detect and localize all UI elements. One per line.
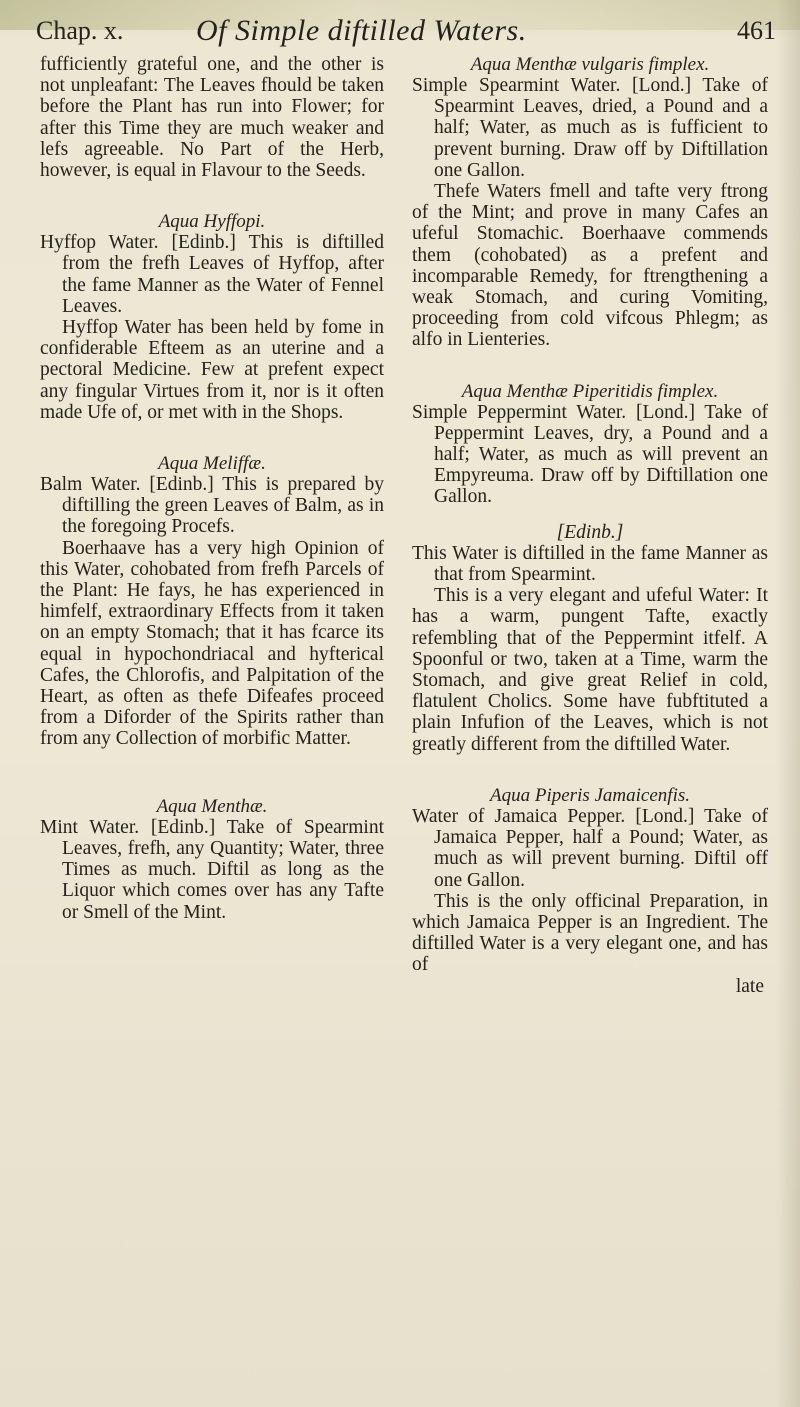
jamaica-pepper-heading: Aqua Piperis Jamaicenfis. [490,784,690,806]
peppermint-edinburgh-note: This Water is diftilled in the fame Manner as that from Spearmint. [412,542,768,586]
mint-recipe: Mint Water. [Edinb.] Take of Spearmint Leaves, frefh, any Quantity; Water, three Times as much. Diftil as long as the Liquor which comes over has any Tafte or Smell of the Mint. [40,816,384,923]
edinburgh-label: [Edinb.] [556,521,624,543]
jamaica-pepper-recipe: Water of Jamaica Pepper. [Lond.] Take of Jamaica Pepper, half a Pound; Water, as much as will prevent burning. Diftil off one Gallon. [412,805,768,891]
spearmint-heading: Aqua Menthæ vulgaris fimplex. [470,54,710,75]
balm-commentary: Boerhaave has a very high Opinion of this Water, cohobated from frefh Parcels of the Plant: He fays, he has experienced in himfelf, extraordinary Effects from it taken on an empty Stomach; that it has fcarce its equal in hypochondriacal and hyfterical Cafes, the Chlorofis, and Palpitation of the Heart, as often as thefe Difeafes proceed from a Diforder of the Spirits rather than from any Collection of morbific Matter. [40,537,384,750]
page-edge-shadow [776,0,800,1407]
running-header [36,12,776,52]
running-title: Of Simple diftilled Waters. [196,14,527,47]
spearmint-commentary: Thefe Waters fmell and tafte very ftrong of the Mint; and prove in many Cafes an ufeful Stomachic. Boerhaave commends them (cohobated) as a prefent and incomparable Remedy, for ftrengthening a weak Stomach, and curing Vomiting, proceeding from cold vifcous Phlegm; as alfo in Lienteries. [412,181,768,351]
catchword: late [735,975,764,997]
jamaica-pepper-commentary: This is the only officinal Preparation, in which Jamaica Pepper is an Ingredient. The diftilled Water is a very elegant one, and has of [412,890,768,976]
hyssop-commentary: Hyffop Water has been held by fome in confiderable Efteem as an uterine and a pectoral Medicine. Few at prefent expect any fingular Virtues from it, nor is it often made Ufe of, or met with in the Shops. [40,317,384,423]
hyssop-recipe: Hyffop Water. [Edinb.] This is diftilled from the frefh Leaves of Hyffop, after the fame Manner as the Water of Fennel Leaves. [40,232,384,317]
spearmint-recipe: Simple Spearmint Water. [Lond.] Take of Spearmint Leaves, dried, a Pound and a half; Water, as much as is fufficient to prevent burning. Draw off by Diftillation one Gallon. [412,75,768,181]
peppermint-recipe: Simple Peppermint Water. [Lond.] Take of Peppermint Leaves, dry, a Pound and a half; Water, as much as will prevent an Empyreuma. Draw off by Diftillation one Gallon. [412,401,768,508]
chapter-label: Chap. x. [36,16,124,45]
intro-paragraph: fufficiently grateful one, and the other is not unpleafant: The Leaves fhould be taken before the Plant has run into Flower; for after this Time they are much weaker and lefs agreeable. No Part of the Herb, however, is equal in Flavour to the Seeds. [40,54,384,182]
balm-recipe: Balm Water. [Edinb.] This is prepared by diftilling the green Leaves of Balm, as in the foregoing Procefs. [40,474,384,538]
hyssop-heading: Aqua Hyffopi. [158,211,266,233]
right-column [412,54,768,997]
balm-heading: Aqua Meliffæ. [158,453,266,475]
mint-heading: Aqua Menthæ. [156,795,268,817]
left-column [40,54,384,923]
page-number: 461 [737,16,776,45]
peppermint-commentary: This is a very elegant and ufeful Water: It has a warm, pungent Tafte, exactly refembling that of the Peppermint itfelf. A Spoonful or two, taken at a Time, warm the Stomach, and give great Relief in cold, flatulent Cholics. Some have fubftituted a plain Infufion of the Leaves, which is not greatly different from the diftilled Water. [412,585,768,755]
peppermint-heading: Aqua Menthæ Piperitidis fimplex. [461,380,719,402]
